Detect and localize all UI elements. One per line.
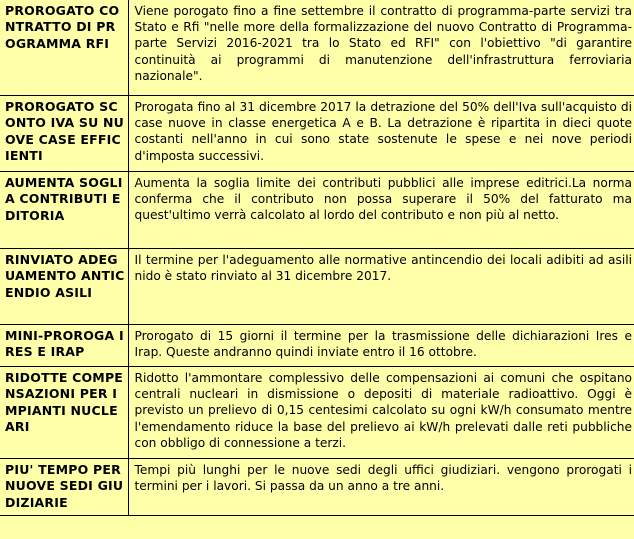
row-title: PIU' TEMPO PER NUOVE SEDI GIUDIZIARIE [0,459,128,516]
table-row [0,0,634,96]
table-row [0,325,634,367]
row-title: RIDOTTE COMPENSAZIONI PER IMPIANTI NUCLEARI [0,367,128,459]
row-description: Tempi più lunghi per le nuove sedi degli uffici giudiziari. vengono prorogati i termini per i lavori. Si passa da un anno a tre anni. [128,459,634,516]
table-row [0,459,634,516]
row-title: MINI-PROROGA IRES E IRAP [0,325,128,367]
row-description: Prorogata fino al 31 dicembre 2017 la detrazione del 50% dell'Iva sull'acquisto di case nuove in classe energetica A e B. La detrazione è ripartita in dieci quote costanti nell'anno in cui sono state sostenute le spese e nei nove periodi d'imposta successivi. [128,96,634,172]
row-description: Viene porogato fino a fine settembre il contratto di programma-parte servizi tra Stato e Rfi "nelle more della formalizzazione del nuovo Contratto di Programma-parte Servizi 2016-2021 tra lo Stato ed RFI" con l'obiettivo "di garantire continuità ai programmi di manutenzione dell'infrastruttura ferroviaria nazionale". [128,0,634,96]
row-title: RINVIATO ADEGUAMENTO ANTICENDIO ASILI [0,249,128,325]
table-row [0,96,634,172]
row-title: PROROGATO CONTRATTO DI PROGRAMMA RFI [0,0,128,96]
row-description: Ridotto l'ammontare complessivo delle compensazioni ai comuni che ospitano centrali nucleari in dismissione o depositi di materiale radioattivo. Oggi è previsto un prelievo di 0,15 centesimi calcolato su ogni kW/h consumato mentre l'emendamento riduce la base del prelievo ai kW/h prelevati dalle reti pubbliche con obbligo di connessione a terzi. [128,367,634,459]
row-title: PROROGATO SCONTO IVA SU NUOVE CASE EFFICIENTI [0,96,128,172]
row-description: Il termine per l'adeguamento alle normative antincendio dei locali adibiti ad asili nido è stato rinviato al 31 dicembre 2017. [128,249,634,325]
row-title: AUMENTA SOGLIA CONTRIBUTI EDITORIA [0,172,128,249]
row-description: Aumenta la soglia limite dei contributi pubblici alle imprese editrici.La norma conferma che il contributo non possa superare il 50% del fatturato ma quest'ultimo verrà calcolato al lordo del contributo e non più al netto. [128,172,634,249]
table-row [0,367,634,459]
table-row [0,172,634,249]
table-row [0,249,634,325]
row-description: Prorogato di 15 giorni il termine per la trasmissione delle dichiarazioni Ires e Irap. Queste andranno quindi inviate entro il 16 ottobre. [128,325,634,367]
